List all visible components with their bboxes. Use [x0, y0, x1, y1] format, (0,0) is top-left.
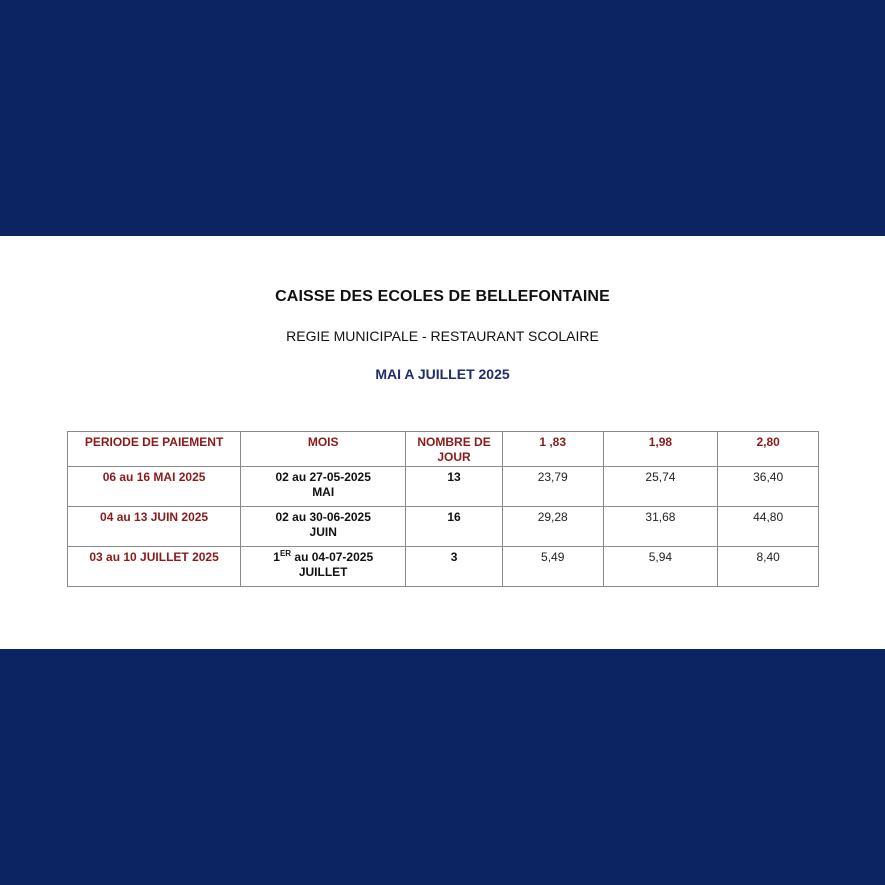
days-cell: 16 [406, 507, 503, 547]
amount-rate-1-cell: 5,49 [502, 547, 603, 587]
dates-text: 02 au 30-06-2025 [275, 510, 371, 524]
table-row [68, 547, 819, 587]
table-row [68, 467, 819, 507]
dates-text: au 04-07-2025 [291, 550, 374, 564]
month-cell [241, 467, 406, 507]
header-rate-3: 2,80 [718, 432, 819, 467]
amount-rate-1-cell: 29,28 [502, 507, 603, 547]
amount-rate-2-cell: 5,94 [603, 547, 718, 587]
header-days: NOMBRE DE JOUR [406, 432, 503, 467]
document-subtitle: REGIE MUNICIPALE - RESTAURANT SCOLAIRE [286, 328, 599, 344]
document-title: CAISSE DES ECOLES DE BELLEFONTAINE [275, 288, 610, 305]
amount-rate-1-cell: 23,79 [502, 467, 603, 507]
month-text: MAI [312, 485, 335, 499]
amount-rate-2-cell: 31,68 [603, 507, 718, 547]
dates-prefix: 1 [273, 550, 280, 564]
header-month: MOIS [241, 432, 406, 467]
payment-period-cell: 04 au 13 JUIN 2025 [68, 507, 241, 547]
dates-superscript: ER [279, 549, 292, 558]
amount-rate-3-cell: 44,80 [718, 507, 819, 547]
days-cell: 13 [406, 467, 503, 507]
scanned-document [0, 236, 885, 649]
header-rate-1: 1 ,83 [502, 432, 603, 467]
amount-rate-3-cell: 36,40 [718, 467, 819, 507]
table-row [68, 507, 819, 547]
document-period: MAI A JUILLET 2025 [375, 366, 510, 382]
bottom-blue-band [0, 649, 885, 885]
month-text: JUILLET [298, 565, 348, 579]
amount-rate-3-cell: 8,40 [718, 547, 819, 587]
days-cell: 3 [406, 547, 503, 587]
header-payment-period: PERIODE DE PAIEMENT [68, 432, 241, 467]
dates-text: 02 au 27-05-2025 [275, 470, 371, 484]
month-cell [241, 547, 406, 587]
top-blue-band [0, 0, 885, 236]
month-cell [241, 507, 406, 547]
header-rate-2: 1,98 [603, 432, 718, 467]
month-text: JUIN [309, 525, 337, 539]
table-header-row [68, 432, 819, 467]
payment-schedule-table [67, 431, 819, 587]
payment-period-cell: 06 au 16 MAI 2025 [68, 467, 241, 507]
amount-rate-2-cell: 25,74 [603, 467, 718, 507]
payment-period-cell: 03 au 10 JUILLET 2025 [68, 547, 241, 587]
